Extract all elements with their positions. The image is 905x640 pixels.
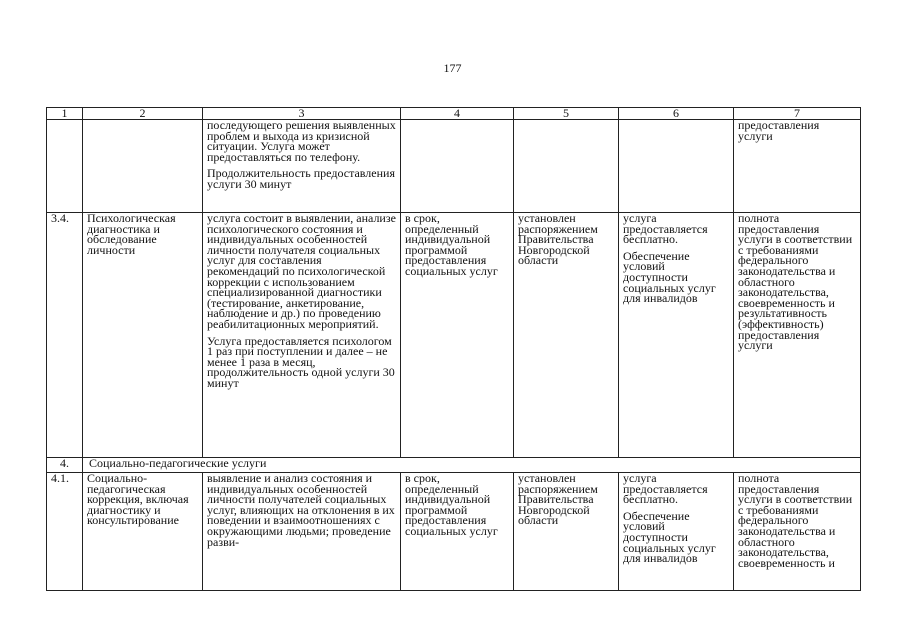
cell-number: 3.4. [47, 213, 83, 458]
header-cell-7: 7 [734, 108, 861, 120]
conditions-paragraph: Обеспечение условий доступности социальных услуг для инвалидов [623, 508, 716, 566]
cell-number: 4.1. [47, 473, 83, 591]
header-cell-2: 2 [83, 108, 203, 120]
table-row-3-4 [47, 213, 861, 458]
conditions-paragraph: услуга предоставляется бесплатно. [623, 212, 708, 247]
table-row-4-1 [47, 473, 861, 591]
conditions-paragraph: услуга предоставляется бесплатно. [623, 472, 708, 507]
header-cell-3: 3 [203, 108, 401, 120]
cell-tariff: установлен распоряжением Правительства Новгородской области [514, 473, 619, 591]
page-number: 177 [443, 61, 462, 75]
header-cell-6: 6 [619, 108, 734, 120]
description-paragraph: последующего решения выявленных проблем и выхода из кризисной ситуации. Услуга может предоставляться по телефону. [207, 119, 396, 164]
cell-tariff [514, 120, 619, 213]
cell-term: в срок, определенный индивидуальной программой предоставления социальных услуг [401, 213, 514, 458]
cell-conditions [619, 473, 734, 591]
header-cell-5: 5 [514, 108, 619, 120]
section-row-4 [47, 458, 861, 473]
section-title: Социально-педагогические услуги [83, 458, 861, 473]
cell-conditions [619, 213, 734, 458]
cell-quality: полнота предоставления услуги в соответствии с требованиями федерального законодательства и областного законодательства, своевременность и результативность (эффективность) предоставления услуги [734, 213, 861, 458]
header-cell-4: 4 [401, 108, 514, 120]
services-table [46, 107, 861, 591]
cell-service-name: Психологическая диагностика и обследование личности [83, 213, 203, 458]
cell-description: выявление и анализ состояния и индивидуальных особенностей личности получателей социальных услуг, влияющих на отклонения в их поведении и взаимоотношениях с окружающими людьми; проведение разви- [203, 473, 401, 591]
description-paragraph: Услуга предоставляется психологом 1 раз при поступлении и далее – не менее 1 раза в месяц, продолжительность одной услуги 30 минут [207, 333, 395, 390]
cell-description [203, 213, 401, 458]
cell-number [47, 120, 83, 213]
cell-tariff: установлен распоряжением Правительства Новгородской области [514, 213, 619, 458]
cell-quality: полнота предоставления услуги в соответствии с требованиями федерального законодательства и областного законодательства, своевременность и [734, 473, 861, 591]
description-paragraph: Продолжительность предоставления услуги 30 минут [207, 166, 395, 191]
cell-conditions [619, 120, 734, 213]
cell-number: 4. [47, 458, 83, 473]
cell-term: в срок, определенный индивидуальной программой предоставления социальных услуг [401, 473, 514, 591]
cell-quality: предоставления услуги [734, 120, 861, 213]
cell-service-name: Социально-педагогическая коррекция, включая диагностику и консультирование [83, 473, 203, 591]
conditions-paragraph: Обеспечение условий доступности социальных услуг для инвалидов [623, 248, 716, 306]
header-cell-1: 1 [47, 108, 83, 120]
cell-term [401, 120, 514, 213]
table-header-row [47, 108, 861, 120]
cell-service-name [83, 120, 203, 213]
description-paragraph: услуга состоит в выявлении, анализе психологического состояния и индивидуальных особенностей личности получателя социальных услуг для составления рекомендаций по психологической коррекции с использованием специализированной диагностики (тестирование, анкетирование, наблюдение и др.) по проведению реабилитационных мероприятий. [207, 212, 396, 331]
cell-description [203, 120, 401, 213]
table-row-continued [47, 120, 861, 213]
